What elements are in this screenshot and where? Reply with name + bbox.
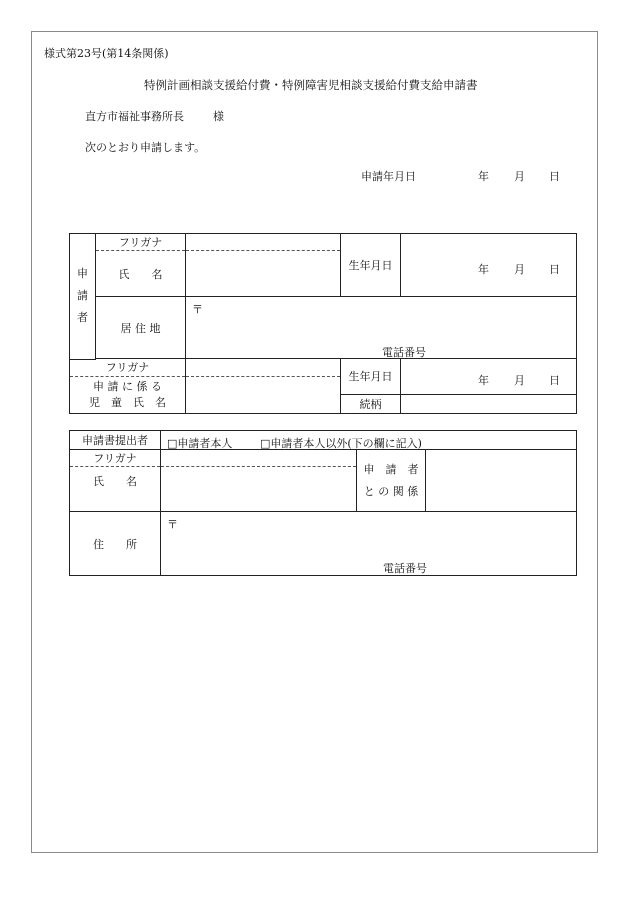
applicant-address-field[interactable] bbox=[186, 297, 577, 359]
child-birth-year: 年 bbox=[478, 374, 489, 387]
honorific: 様 bbox=[213, 110, 224, 123]
applicant-birth-month: 月 bbox=[514, 263, 525, 276]
applicant-phone-label: 電話番号 bbox=[382, 346, 426, 359]
option-other-checkbox[interactable]: □申請者本人以外(下の欄に記入) bbox=[260, 437, 422, 450]
relation-to-applicant-label bbox=[357, 450, 426, 512]
applicant-birth-day: 日 bbox=[549, 263, 560, 276]
applicant-section-label bbox=[70, 234, 96, 360]
applicant-furigana-label: フリガナ bbox=[96, 234, 186, 251]
application-date-label: 申請年月日 bbox=[361, 170, 416, 183]
submitter-table bbox=[69, 430, 577, 576]
relation-to-applicant-field[interactable] bbox=[426, 450, 577, 512]
child-table bbox=[69, 358, 577, 414]
applicant-address-label: 居 住 地 bbox=[96, 297, 186, 359]
application-date-day[interactable]: 日 bbox=[549, 170, 560, 183]
relation-label-line-2: と の 関 係 bbox=[363, 484, 419, 498]
submitter-name-field[interactable] bbox=[161, 467, 357, 512]
relationship-field[interactable] bbox=[401, 394, 577, 413]
applicant-birth-year: 年 bbox=[478, 263, 489, 276]
child-birth-month: 月 bbox=[514, 374, 525, 387]
submitter-address-field[interactable] bbox=[161, 512, 577, 576]
application-date-year[interactable]: 年 bbox=[478, 170, 489, 183]
child-name-label-line-2: 児 童 氏 名 bbox=[89, 395, 166, 409]
submitter-label: 申請書提出者 bbox=[70, 431, 161, 450]
applicant-section-char-1: 申 bbox=[77, 267, 88, 281]
form-title: 特例計画相談支援給付費・特例障害児相談支援給付費支給申請書 bbox=[144, 78, 478, 92]
submitter-name-label: 氏 名 bbox=[70, 467, 161, 512]
child-furigana-label: フリガナ bbox=[70, 358, 186, 376]
applicant-section-char-2: 請 bbox=[77, 289, 88, 303]
applicant-birthdate-field[interactable] bbox=[401, 234, 577, 297]
submitter-postal-mark: 〒 bbox=[167, 518, 178, 531]
applicant-furigana-field[interactable] bbox=[186, 234, 341, 251]
option-self-checkbox[interactable]: □申請者本人 bbox=[167, 437, 233, 450]
child-name-label bbox=[70, 376, 186, 413]
form-number: 様式第23号(第14条関係) bbox=[44, 47, 169, 60]
addressee: 直方市福祉事務所長 bbox=[85, 110, 184, 123]
submitter-furigana-label: フリガナ bbox=[70, 450, 161, 467]
child-name-label-line-1: 申 請 に 係 る bbox=[93, 379, 162, 393]
applicant-name-label: 氏 名 bbox=[96, 251, 186, 297]
applicant-table bbox=[69, 233, 577, 360]
relation-label-line-1: 申 請 者 bbox=[363, 462, 419, 476]
submitter-options bbox=[161, 431, 577, 450]
intro-text: 次のとおり申請します。 bbox=[85, 141, 206, 154]
applicant-postal-mark: 〒 bbox=[192, 303, 203, 316]
child-birthdate-label: 生年月日 bbox=[341, 358, 401, 394]
submitter-furigana-field[interactable] bbox=[161, 450, 357, 467]
submitter-phone-label: 電話番号 bbox=[383, 562, 427, 575]
child-birthdate-field[interactable] bbox=[401, 358, 577, 394]
application-date-month[interactable]: 月 bbox=[514, 170, 525, 183]
relationship-label: 続柄 bbox=[341, 394, 401, 413]
applicant-birthdate-label: 生年月日 bbox=[341, 234, 401, 297]
child-furigana-field[interactable] bbox=[186, 358, 341, 376]
applicant-section-char-3: 者 bbox=[77, 311, 88, 325]
submitter-address-label: 住 所 bbox=[70, 512, 161, 576]
applicant-name-field[interactable] bbox=[186, 251, 341, 297]
child-birth-day: 日 bbox=[549, 374, 560, 387]
child-name-field[interactable] bbox=[186, 376, 341, 413]
